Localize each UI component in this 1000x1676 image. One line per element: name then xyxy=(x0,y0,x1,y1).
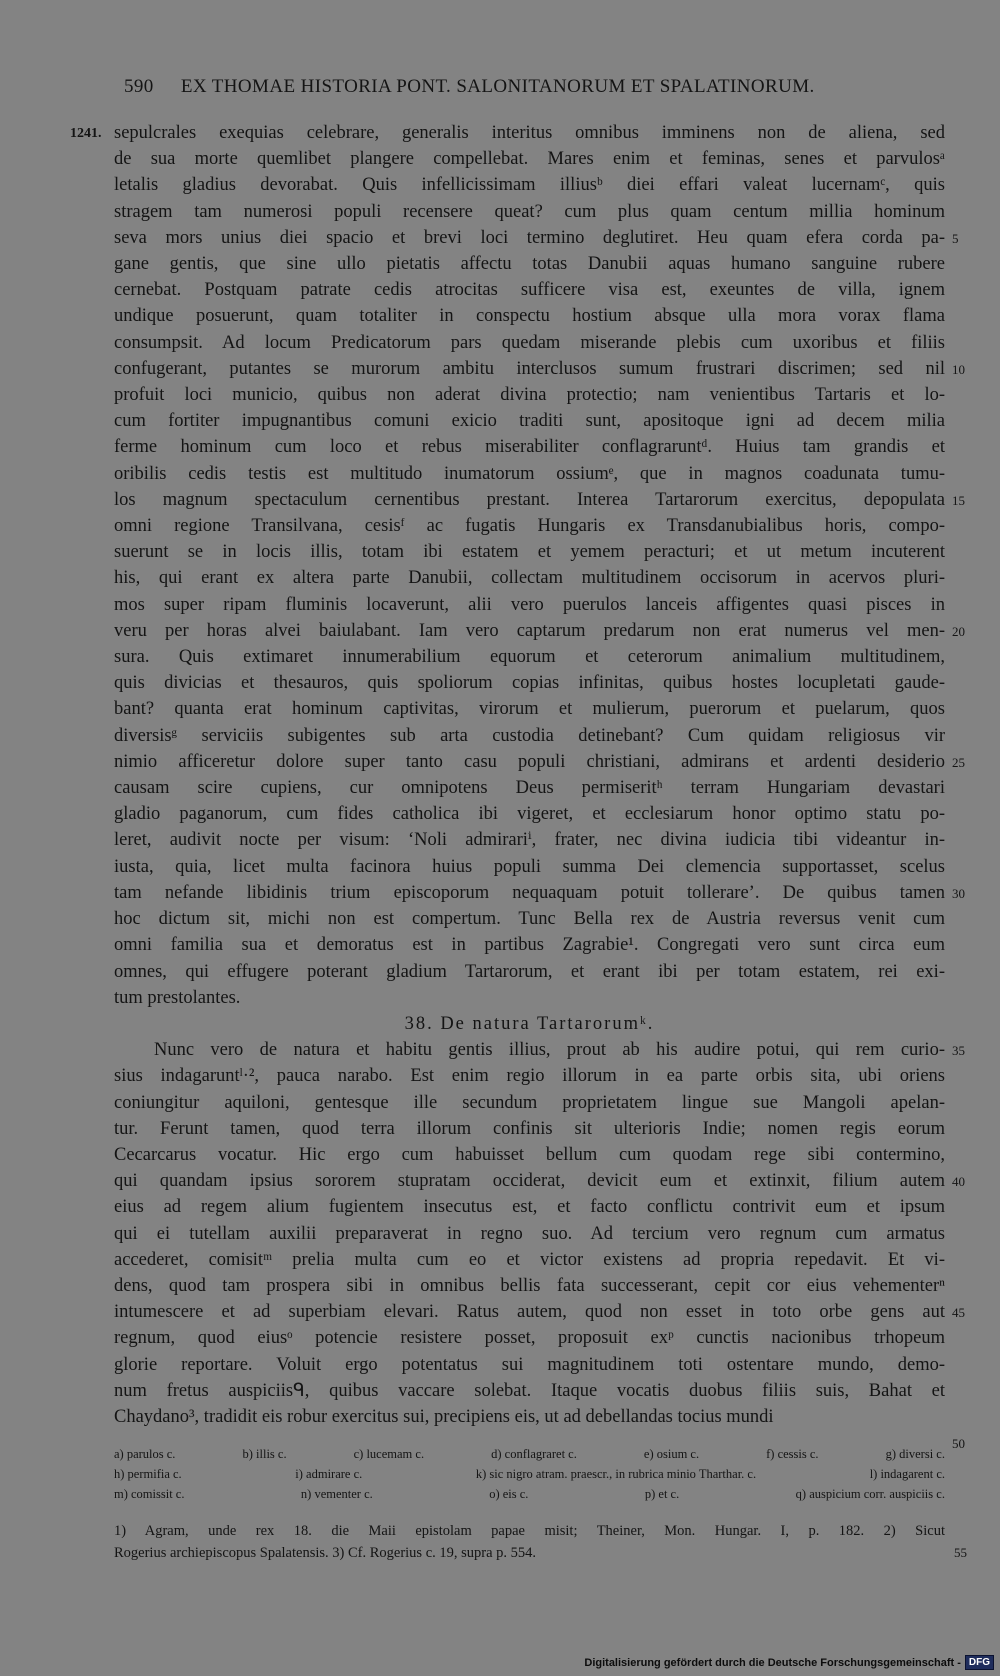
text-line: dens, quod tam prospera sibi in omnibus bellis fata successerant, cepit cor eius vehementerⁿ xyxy=(114,1275,945,1296)
text-line: quis divicias et thesauros, quis spoliorum copias infinitas, quibus hostes locupletati gaude- xyxy=(114,673,945,694)
page-number: 590 xyxy=(124,76,154,97)
text-line: de sua morte quemlibet plangere compellebat. Mares enim et feminas, senes et parvulosᵃ xyxy=(114,149,945,170)
apparatus-note: o) eis c. xyxy=(489,1487,529,1501)
text-line: ferme hominum cum loco et rebus miserabiliter conflagraruntᵈ. Huius tam grandis et xyxy=(114,437,945,458)
body-text xyxy=(114,120,945,1430)
credit-text: Digitalisierung gefördert durch die Deutsche Forschungsgemeinschaft - xyxy=(584,1656,961,1669)
paragraph-37 xyxy=(114,120,945,1011)
apparatus-row xyxy=(114,1444,945,1464)
line-number: 55 xyxy=(954,1545,967,1560)
running-header xyxy=(124,76,815,98)
text-line: omnes, qui effugere poterant gladium Tartarorum, et erant ibi per totam estatem, rei exi- xyxy=(114,961,945,982)
apparatus-note: k) sic nigro atram. praescr., in rubrica minio Tharthar. c. xyxy=(475,1467,757,1481)
text-line: regnum, quod eiusᵒ potencie resistere posset, proposuit exᵖ cunctis nacionibus trhopeum xyxy=(114,1328,945,1349)
text-line: gane gentis, que sine ullo pietatis affectu totas Danubii aquas humano sanguine rubere xyxy=(114,254,945,275)
text-line: sepulcrales exequias celebrare, generalis interitus omnibus imminens non de aliena, sed xyxy=(114,123,945,143)
text-line: accederet, comisitᵐ prelia multa cum eo et victor existens ad propria repedavit. Et vi- xyxy=(114,1249,945,1270)
apparatus-note: p) et c. xyxy=(644,1487,680,1501)
apparatus-note: d) conflagraret c. xyxy=(491,1447,577,1461)
text-line: causam scire cupiens, cur omnipotens Deus permiseritʰ terram Hungariam devastari xyxy=(114,778,945,799)
digitization-credit xyxy=(584,1655,994,1670)
apparatus-row xyxy=(114,1484,945,1504)
apparatus-note: l) indagarent c. xyxy=(869,1467,945,1481)
text-line: seva mors unius diei spacio et brevi loci termino deglutiret. Heu quam efera corda pa- xyxy=(114,227,945,248)
line-number: 10 xyxy=(952,361,965,377)
text-line: undique posuerunt, quam totaliter in conspectu hostium absque ulla mora vorax flama xyxy=(114,306,945,327)
chapter-heading: 38. De natura Tartarorumᵏ. xyxy=(404,1013,655,1034)
text-line: leret, audivit nocte per visum: ‘Noli admirariⁱ, frater, nec divina iudicia tibi videantur in- xyxy=(114,830,945,851)
apparatus-row xyxy=(114,1464,945,1484)
text-line: nimio afficeretur dolore super tanto casu populi christiani, admirans et ardenti desiderio xyxy=(114,751,945,772)
text-line: gladio paganorum, cum fides catholica ibi vigeret, et ecclesiarum honor optimo statu po- xyxy=(114,804,945,825)
running-title: EX THOMAE HISTORIA PONT. SALONITANORUM ET SPALATINORUM. xyxy=(180,76,815,97)
text-line: consumpsit. Ad locum Predicatorum pars quedam miserande plebis cum uxoribus et filiis xyxy=(114,332,945,353)
text-line: letalis gladius devorabat. Quis infellicissimam illiusᵇ diei effari valeat lucernamᶜ, quis xyxy=(114,175,945,196)
margin-year: 1241. xyxy=(70,126,102,141)
line-number: 30 xyxy=(952,885,965,901)
text-line: cernebat. Postquam patrate cedis atrocitas sufficere visa est, exeuntes de villa, ignem xyxy=(114,280,945,301)
apparatus-note: n) vementer c. xyxy=(300,1487,373,1501)
line-number: 50 xyxy=(952,1436,965,1451)
text-line: num fretus auspiciisᑫ, quibus vaccare solebat. Itaque vocatis duobus filiis suis, Bahat et xyxy=(114,1380,945,1401)
dfg-logo: DFG xyxy=(965,1655,994,1670)
text-line: confugerant, putantes se murorum ambitu interclusos sumum frustrari discrimen; sed nil xyxy=(114,358,945,379)
text-line: Nunc vero de natura et habitu gentis illius, prout ab his audire potui, qui rem curio- xyxy=(154,1040,945,1061)
text-line: oribilis cedis testis est multitudo inumatorum ossiumᵉ, que in magnos coadunata tumu- xyxy=(114,463,945,484)
apparatus-note: e) osium c. xyxy=(643,1447,700,1461)
apparatus-note: i) admirare c. xyxy=(295,1467,363,1481)
apparatus-note: g) diversi c. xyxy=(885,1447,945,1461)
text-line: omni familia sua et demoratus est in partibus Zagrabie¹. Congregati vero sunt circa eum xyxy=(114,935,945,956)
text-line: suerunt se in locis illis, totam ibi estatem et yemem peracturi; et ut metum incuterent xyxy=(114,542,945,563)
apparatus-note: m) comissit c. xyxy=(114,1487,185,1501)
text-line: intumescere et ad superbiam elevari. Ratus autem, quod non esset in toto orbe gens aut xyxy=(114,1302,945,1323)
text-line: tam nefande libidinis trium episcoporum nequaquam potuit tollerare’. De quibus tamen xyxy=(114,882,945,903)
line-number: 20 xyxy=(952,623,965,639)
text-line: los magnum spectaculum cernentibus prestant. Interea Tartarorum exercitus, depopulata xyxy=(114,489,945,510)
source-note-line: 1) Agram, unde rex 18. die Maii epistolam papae misit; Theiner, Mon. Hungar. I, p. 182. 2) Sicut xyxy=(114,1523,945,1539)
paragraph-38 xyxy=(114,1037,945,1430)
text-line: sius indagaruntˡ·², pauca narabo. Est enim regio illorum in ea parte orbis sita, ubi oriens xyxy=(114,1066,945,1087)
text-line: eius ad regem alium fugientem insecutus est, et facto conflictu contrivit eum et ipsum xyxy=(114,1197,945,1218)
text-line: hoc dictum sit, michi non est compertum. Tunc Bella rex de Austria reversus venit cum xyxy=(114,909,945,930)
apparatus-note: a) parulos c. xyxy=(114,1447,176,1461)
text-line: stragem tam numerosi populi recensere queat? cum plus quam centum millia hominum xyxy=(114,201,945,222)
text-line: iusta, quia, licet multa facinora huius populi summa Dei clemencia supportasset, scelus xyxy=(114,856,945,877)
line-number: 40 xyxy=(952,1174,965,1189)
apparatus-note: b) illis c. xyxy=(242,1447,287,1461)
line-number: 5 xyxy=(952,230,959,246)
text-line: Cecarcarus vocatur. Hic ergo cum habuisset bellum cum quodam rege sibi contermino, xyxy=(114,1144,945,1165)
textual-apparatus xyxy=(114,1444,945,1504)
text-line: profuit loci municio, quibus non aderat divina protectio; nam venientibus Tartaris et lo- xyxy=(114,385,945,406)
text-line: qui ei tutellam auxilii preparaverat in regno suo. Ad tercium vero regnum cum armatus xyxy=(114,1223,945,1244)
text-line: Chaydano³, tradidit eis robur exercitus sui, precipiens eis, ut ad debellandas tocius mundi xyxy=(114,1406,774,1427)
text-line: glorie reportare. Voluit ergo potentatus sui magnitudinem toti ostentare mundo, demo- xyxy=(114,1354,945,1375)
line-number: 35 xyxy=(952,1043,965,1058)
apparatus-note: q) auspicium corr. auspiciis c. xyxy=(795,1487,945,1501)
text-line: his, qui erant ex altera parte Danubii, collectam multitudinem occisorum in acervos pluri- xyxy=(114,568,945,589)
text-line: sura. Quis extimaret innumerabilium equorum et ceterorum animalium multitudinem, xyxy=(114,647,945,668)
line-number: 45 xyxy=(952,1305,965,1320)
text-line: qui quandam ipsius sororem stupratam occiderat, devicit eum et extinxit, filium autem xyxy=(114,1171,945,1192)
text-line: coniungitur aquiloni, gentesque ille secundum proprietatem lingue sue Mangoli apelan- xyxy=(114,1092,945,1113)
apparatus-note: c) lucemam c. xyxy=(353,1447,425,1461)
text-line: tur. Ferunt tamen, quod terra illorum confinis sit ulterioris Indie; nomen regis eorum xyxy=(114,1118,945,1139)
text-line: tum prestolantes. xyxy=(114,987,241,1008)
text-line: cum fortiter impugnantibus comuni exicio traditi sunt, apositoque igni ad decem milia xyxy=(114,411,945,432)
line-number: 25 xyxy=(952,754,965,770)
text-line: omni regione Transilvana, cesisᶠ ac fugatis Hungaris ex Transdanubialibus horis, compo- xyxy=(114,516,945,537)
source-note-line: Rogerius archiepiscopus Spalatensis. 3) Cf. Rogerius c. 19, supra p. 554. xyxy=(114,1545,537,1561)
apparatus-note: f) cessis c. xyxy=(766,1447,819,1461)
source-notes xyxy=(114,1520,945,1564)
text-line: diversisᵍ serviciis subigentes sub arta custodia detinebant? Cum quidam religiosus vir xyxy=(114,725,945,746)
text-line: mos super ripam fluminis locaverunt, alii vero puerulos lanceis affigentes quasi pisces in xyxy=(114,594,945,615)
text-line: bant? quanta erat hominum captivitas, virorum et mulierum, puerorum et puelarum, quos xyxy=(114,699,945,720)
line-number: 15 xyxy=(952,492,965,508)
apparatus-note: h) permifia c. xyxy=(114,1467,182,1481)
text-line: veru per horas alvei baiulabant. Iam vero captarum predarum non erat numerus vel men- xyxy=(114,620,945,641)
